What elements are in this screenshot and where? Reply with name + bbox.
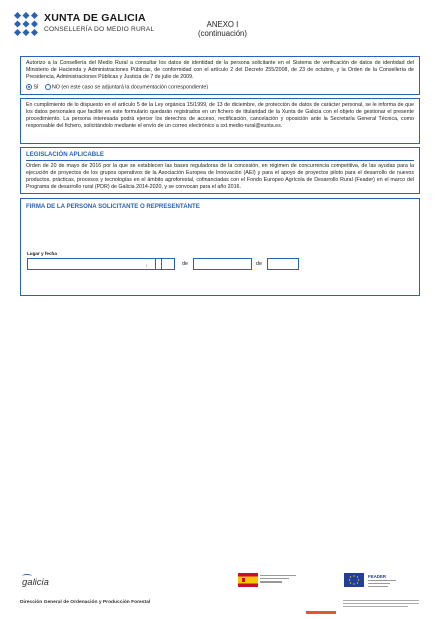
spain-flag-icon: [238, 573, 258, 587]
org-name: XUNTA DE GALICIA: [44, 12, 146, 24]
directorate-name: Dirección General de Ordenación y Producción Forestal: [20, 600, 151, 605]
place-field[interactable]: [27, 258, 162, 270]
month-field[interactable]: [193, 258, 252, 270]
privacy-section: [20, 98, 420, 144]
eu-flag-icon: [344, 573, 364, 587]
option-no[interactable]: [45, 84, 209, 90]
legislation-text: Orden de 20 de mayo de 2016 por la que se establecen las bases reguladoras de la concesión, en régimen de concurrencia competitiva, de las ayudas para la ejecución de proyectos de los grupos operativos de la Asociación Europea de Innovación (AEI) y para el apoyo de proyectos piloto para el desarrollo de nuevos productos, prácticas, procesos y tecnologías en el ámbito agroforestal, cofinanciadas con el Fondo Europeo Agrícola de Desarrollo Rural (Feader) en el marco del Programa de desarrollo rural (PDR) de Galicia 2014-2020, y se convocan para el año 2016.: [26, 163, 414, 190]
day-field[interactable]: [155, 258, 175, 270]
department-name: CONSELLERÍA DO MEDIO RURAL: [44, 26, 155, 33]
radio-yes[interactable]: [26, 84, 32, 90]
de-separator-1: de: [182, 261, 188, 267]
comma-separator: ,: [146, 262, 148, 268]
galicia-brand: galicia: [22, 577, 49, 588]
footer-electronic-logo: [306, 601, 336, 619]
annex-heading: [0, 20, 439, 38]
option-yes[interactable]: [26, 84, 39, 90]
annex-title: ANEXO I: [206, 20, 239, 29]
signature-title: FIRMA DE LA PERSONA SOLICITANTE O REPRESENTANTE: [26, 203, 200, 210]
feader-label: FEADER: [368, 574, 387, 579]
footer-legal-text-block: [343, 600, 419, 607]
legislation-section: [20, 147, 420, 194]
option-no-label: NO (en este caso se adjuntará la documentación correspondiente): [51, 84, 209, 91]
radio-no[interactable]: [45, 84, 51, 90]
de-separator-2: de: [256, 261, 262, 267]
consent-section: [20, 56, 420, 95]
annex-subtitle: (continuación): [198, 29, 247, 38]
option-yes-label: SÍ: [33, 84, 39, 91]
consent-text: Autorizo a la Consellería del Medio Rural a consultar los datos de identidad de la persona solicitante en el Sistema de verificación de datos de identidad del Ministerio de Hacienda y Administraciones Públicas, de conformidad con el artículo 2 del Decreto 255/2008, de 23 de octubre, y la Orden de la Consellería de Presidencia, Administraciones Públicas y Justicia de 7 de julio de 2009.: [26, 60, 414, 80]
feader-text-block: [368, 580, 396, 587]
privacy-text: En cumplimiento de lo dispuesto en el artículo 5 de la Ley orgánica 15/1999, de 13 de diciembre, de protección de datos de carácter personal, se le informa de que los datos personales que facilite en este formulario quedarán registrados en un fichero de titularidad de la Xunta de Galicia con el objeto de gestionar el presente procedimiento. La persona interesada podrá ejercer los derechos de acceso, rectificación, cancelación y oposición ante la Secretaría General Técnica, como responsable del fichero, solicitándolo mediante el envío de un correo electrónico a sxt.medio-rural@xunta.es.: [26, 102, 414, 129]
legislation-title: LEGISLACIÓN APLICABLE: [26, 151, 104, 158]
ministry-text-block: [260, 575, 296, 583]
place-date-label: Lugar y fecha: [27, 251, 57, 256]
signature-section: [20, 198, 420, 296]
year-field[interactable]: [267, 258, 299, 270]
consent-options: [21, 84, 419, 93]
